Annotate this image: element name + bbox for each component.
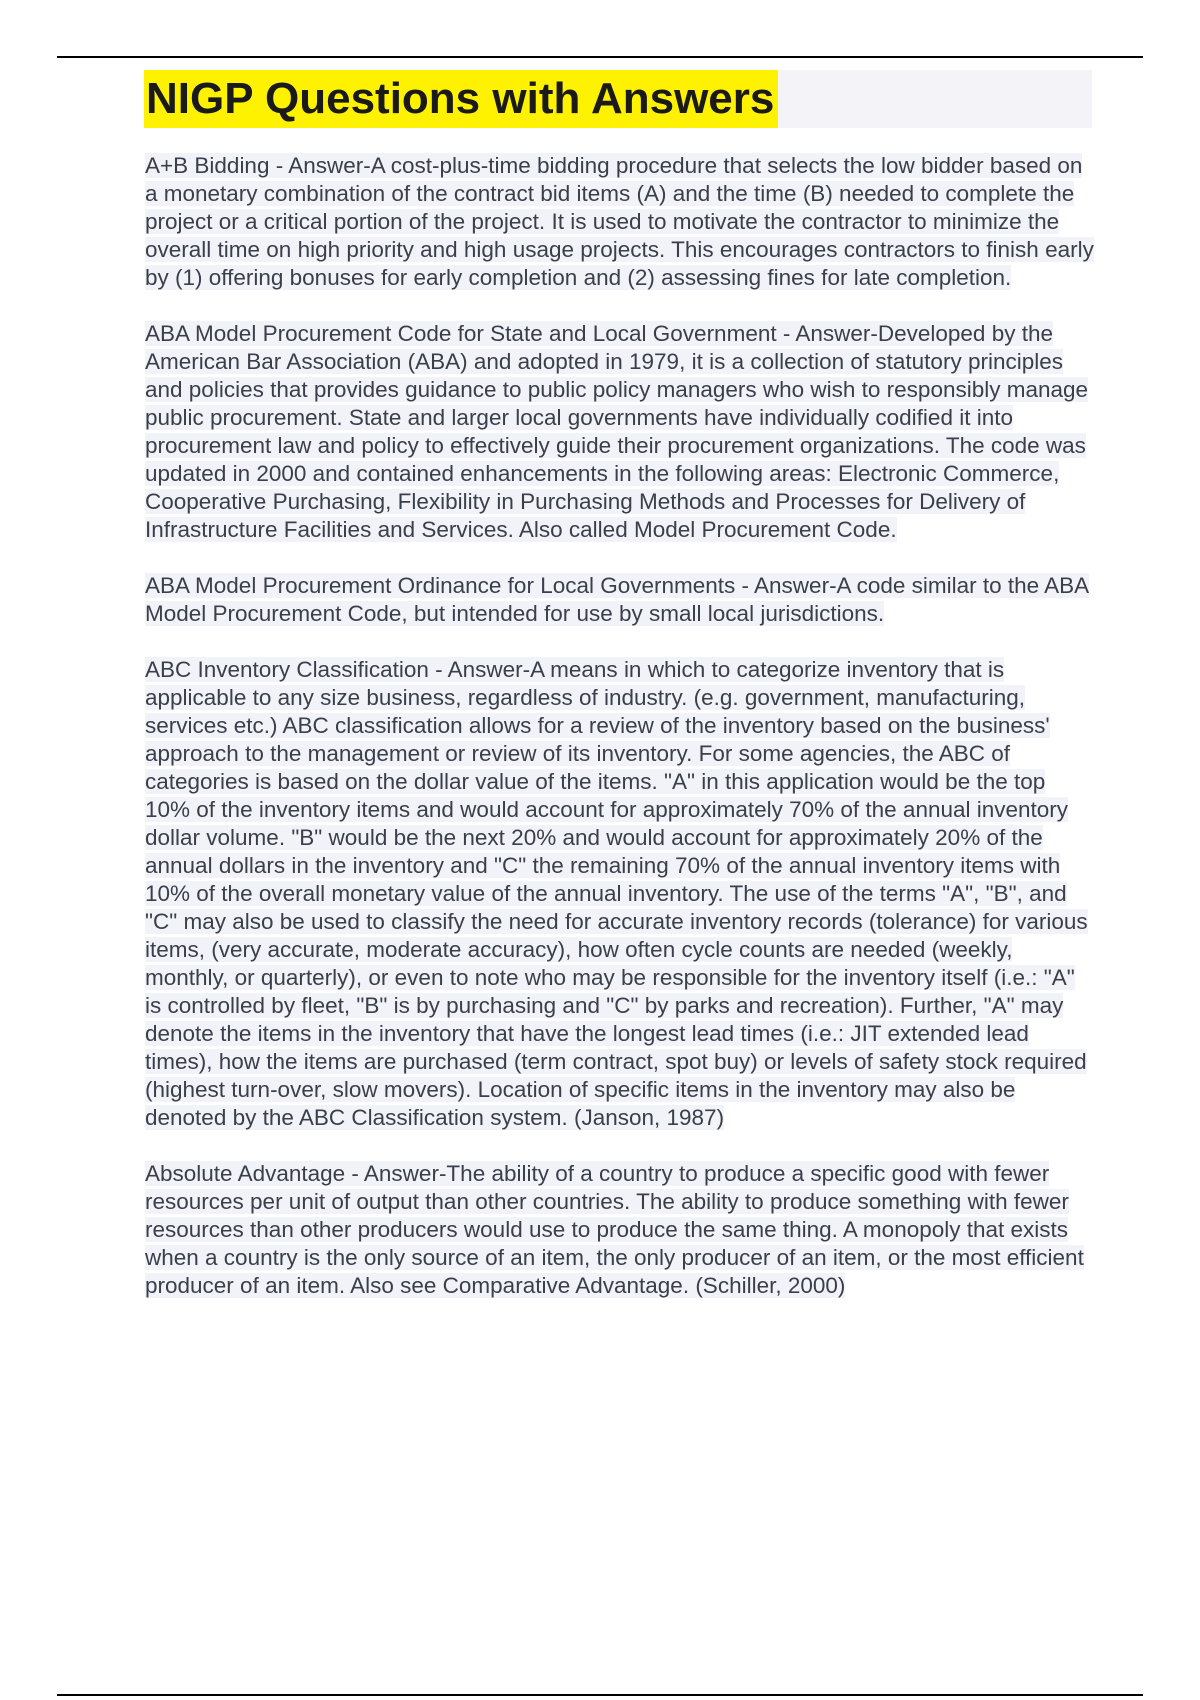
entry-text: ABA Model Procurement Ordinance for Local Governments - Answer-A code similar to the ABA Model Procurement Code, but intended for use by small local jurisdictions. <box>145 573 1090 626</box>
entry-a-b-bidding <box>145 152 1095 292</box>
entry-abc-inventory-classification <box>145 656 1095 1132</box>
entry-aba-model-procurement-code <box>145 320 1095 544</box>
entry-text: ABC Inventory Classification - Answer-A means in which to categorize inventory that is applicable to any size business, regardless of industry. (e.g. government, manufacturing, services etc.) ABC classification allows for a review of the inventory based on the business' approach to the management or review of its inventory. For some agencies, the ABC of categories is based on the dollar value of the items. "A" in this application would be the top 10% of the inventory items and would account for approximately 70% of the annual inventory dollar volume. "B" would be the next 20% and would account for approximately 20% of the annual dollars in the inventory and "C" the remaining 70% of the annual inventory items with 10% of the overall monetary value of the annual inventory. The use of the terms "A", "B", and "C" may also be used to classify the need for accurate inventory records (tolerance) for various items, (very accurate, moderate accuracy), how often cycle counts are needed (weekly, monthly, or quarterly), or even to note who may be responsible for the inventory itself (i.e.: "A" is controlled by fleet, "B" is by purchasing and "C" by parks and recreation). Further, "A" may denote the items in the inventory that have the longest lead times (i.e.: JIT extended lead times), how the items are purchased (term contract, spot buy) or levels of safety stock required (highest turn-over, slow movers). Location of specific items in the inventory may also be denoted by the ABC Classification system. (Janson, 1987) <box>145 657 1088 1130</box>
entry-text: Absolute Advantage - Answer-The ability of a country to produce a specific good with fewer resources per unit of output than other countries. The ability to produce something with fewer resources than other producers would use to produce the same thing. A monopoly that exists when a country is the only source of an item, the only producer of an item, or the most efficient producer of an item. Also see Comparative Advantage. (Schiller, 2000) <box>145 1161 1084 1298</box>
entry-text: A+B Bidding - Answer-A cost-plus-time bidding procedure that selects the low bidder based on a monetary combination of the contract bid items (A) and the time (B) needed to complete the project or a critical portion of the project. It is used to motivate the contractor to minimize the overall time on high priority and high usage projects. This encourages contractors to finish early by (1) offering bonuses for early completion and (2) assessing fines for late completion. <box>145 153 1094 290</box>
bottom-rule <box>57 1694 1143 1696</box>
page-title: NIGP Questions with Answers <box>144 70 778 128</box>
entry-absolute-advantage <box>145 1160 1095 1300</box>
entry-aba-model-procurement-ordinance <box>145 572 1095 628</box>
top-rule <box>57 56 1143 58</box>
entry-text: ABA Model Procurement Code for State and Local Government - Answer-Developed by the American Bar Association (ABA) and adopted in 1979, it is a collection of statutory principles and policies that provides guidance to public policy managers who wish to responsibly manage public procurement. State and larger local governments have individually codified it into procurement law and policy to effectively guide their procurement organizations. The code was updated in 2000 and contained enhancements in the following areas: Electronic Commerce, Cooperative Purchasing, Flexibility in Purchasing Methods and Processes for Delivery of Infrastructure Facilities and Services. Also called Model Procurement Code. <box>145 321 1089 542</box>
document-body <box>145 152 1095 1328</box>
